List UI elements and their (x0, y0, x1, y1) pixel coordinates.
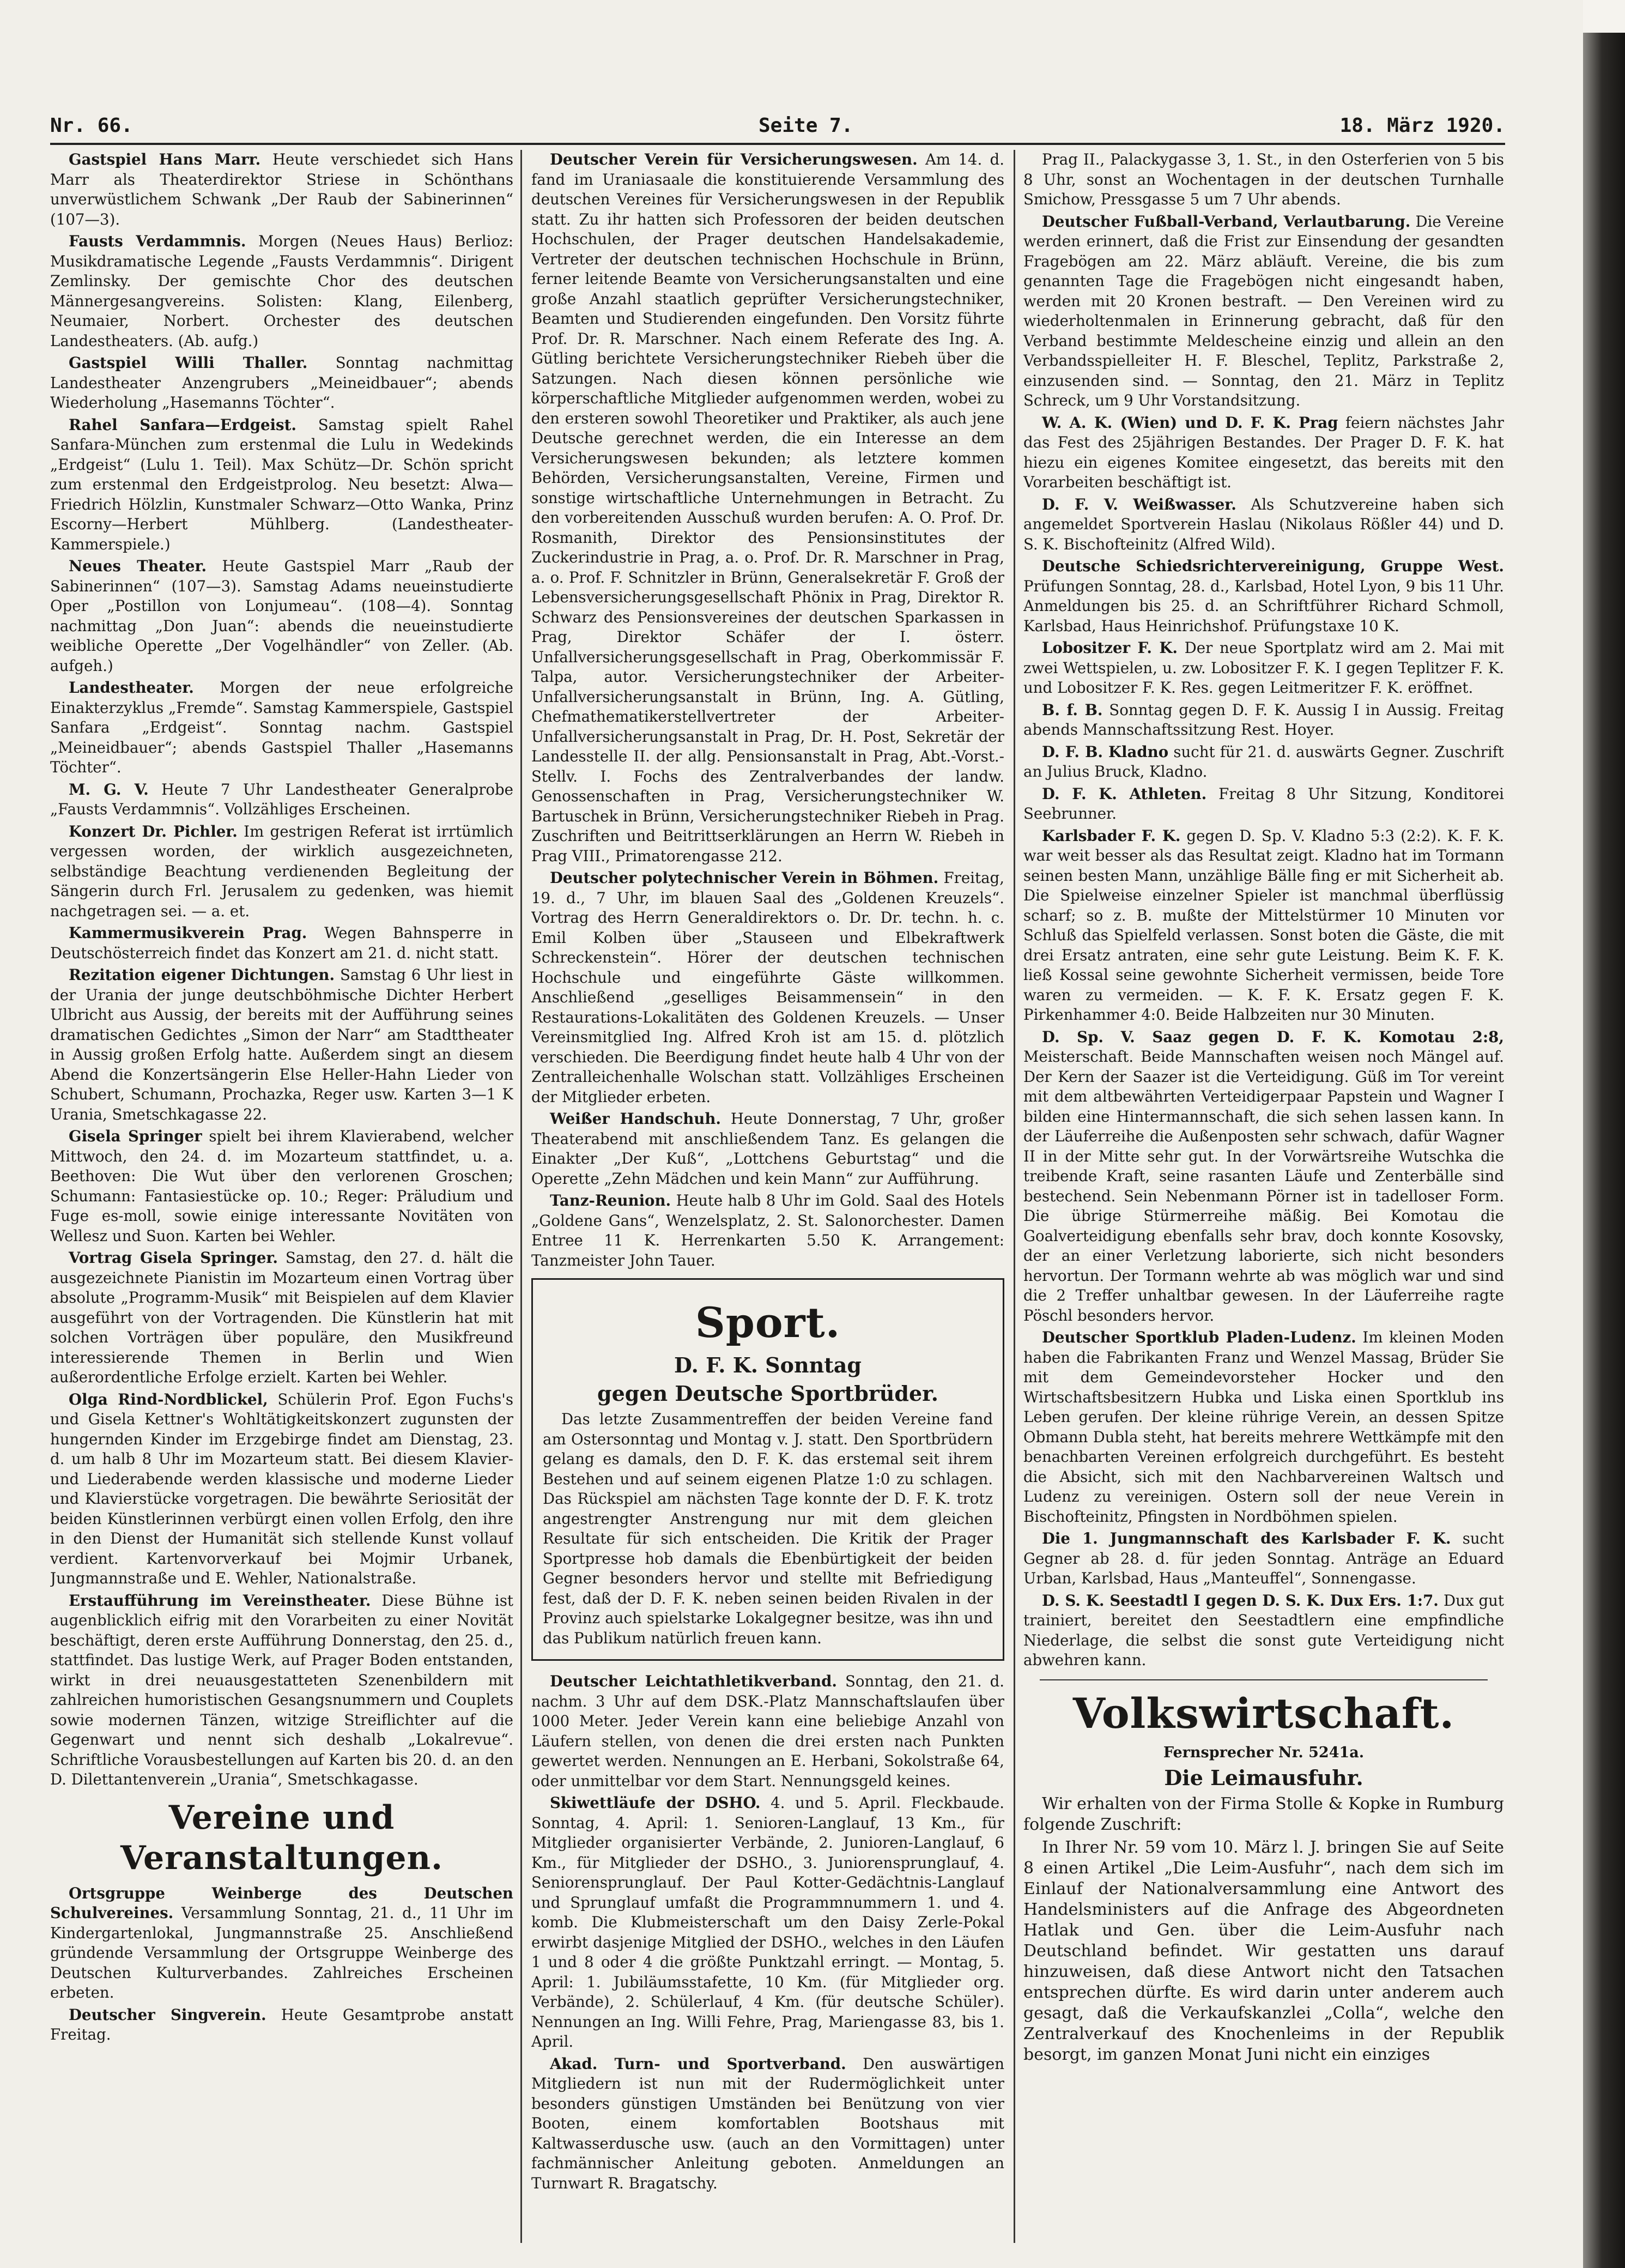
article-lead: Gisela Springer (69, 1127, 202, 1145)
article-text: Prüfungen Sonntag, 28. d., Karlsbad, Hotel Lyon, 9 bis 11 Uhr. Anmeldungen bis 25. d. an Schriftführer Richard Schmoll, Karlsbad, Haus Heinrichshof. Prüfungstaxe 10 K. (1023, 577, 1504, 635)
article-text: Heute Gastspiel Marr „Raub der Sabinerinnen“ (107—3). Samstag Adams neueinstudierte Oper „Postillon von Lonjumeau“. (108—4). Sonntag nachmittag „Don Juan“: abends die neueinstudierte weibliche Operette „Der Vogelhändler“ von Zeller. (Ab. aufgeh.) (50, 557, 513, 675)
article-lead: D. Sp. V. Saaz gegen D. F. K. Komotau 2:8, (1042, 1027, 1504, 1046)
article-lead: Deutscher Singverein. (69, 2005, 266, 2024)
article-paragraph (50, 1390, 513, 1589)
article-text: Am 14. d. fand im Uraniasaale die konstituierende Versammlung des deutschen Vereines für Versicherungswesen in der Republik statt. Zu ihr hatten sich Professoren der beiden deutschen Hochschulen, der Prager deutschen Handelsakademie, Vertreter der deutschen technischen Hochschule in Brünn, ferner leitende Beamte von Versicherungsanstalten und eine große Anzahl staatlich geprüfter Versicherungstechniker, Beamten und Studierenden eingefunden. Den Vorsitz führte Prof. Dr. R. Marschner. Nach einem Referate des Ing. A. Gütling berichtete Versicherungstechniker Riebeh über die Satzungen. Nach diesen können persönliche wie körperschaftliche Mitglieder aufgenommen werden, wobei zu den ersteren sowohl Theoretiker und Praktiker, als auch jene Deutsche gerechnet werden, die ein Interesse an dem Versicherungswesen bekunden; als letztere kommen Behörden, Versicherungsanstalten, Vereine, Firmen und sonstige wirtschaftliche Unternehmungen in Betracht. Zu den vorbereitenden Ausschuß wurden berufen: A. O. Prof. Dr. Rosmanith, Direktor des Pensionsinstitutes der Zuckerindustrie in Prag, a. o. Prof. Dr. R. Marschner in Prag, a. o. Prof. F. Schnitzler in Brünn, Generalsekretär F. Groß der Lebensversicherungsgesellschaft Phönix in Prag, Direktor R. Schwarz des Pensionsvereines der deutschen Sparkassen in Prag, Direktor Schäfer der I. österr. Unfallversicherungsgesellschaft in Prag, Oberkommissär F. Talpa, autor. Versicherungstechniker der Arbeiter-Unfallversicherungsanstalt in Brünn, Ing. A. Gütling, Chefmathematikerstellvertreter der Arbeiter-Unfallversicherungsanstalt in Prag, Dr. H. Post, Sekretär der Landesstelle II. der allg. Pensionsanstalt in Prag, Abt.-Vorst.-Stellv. I. Fochs des Zentralverbandes der landw. Genossenschaften in Prag, Versicherungstechniker W. Bartuschek in Brünn, Versicherungstechniker Riebeh in Prag. Zuschriften und Beitrittserklärungen an Herrn W. Riebeh in Prag VIII., Primatorengasse 212. (531, 150, 1004, 865)
article-lead: Deutsche Schiedsrichtervereinigung, Gruppe West. (1042, 557, 1504, 575)
section-heading: Volkswirtschaft. (1072, 1689, 1455, 1738)
article-paragraph (1023, 1328, 1504, 1527)
article-paragraph (1023, 413, 1504, 493)
header-rule (50, 143, 1505, 145)
article-text: Schülerin Prof. Egon Fuchs's und Gisela Kettner's Wohltätigkeitskonzert zugunsten der hungernden Kinder im Erzgebirge findet am Dienstag, 23. d. um halb 8 Uhr im Mozarteum statt. Bei diesem Klavier- und Liederabende werden klassische und moderne Lieder und Klavierstücke vorgetragen. Die bewährte Seriosität der beiden Künstlerinnen verbürgt einen vollen Erfolg, den ihre in den Dienst der Humanität sich stellende Kunst vollauf verdient. Kartenvorverkauf bei Mojmir Urbanek, Jungmannstraße und E. Wehler, Nationalstraße. (50, 1390, 513, 1587)
sport-section-box (531, 1278, 1004, 1661)
issue-number: Nr. 66. (50, 114, 133, 137)
article-lead: Weißer Handschuh. (550, 1110, 721, 1128)
article-text: Samstag 6 Uhr liest in der Urania der junge deutschböhmische Dichter Herbert Ulbricht aus Aussig, der bereits mit der Aufführung seines dramatischen Gedichtes „Simon der Narr“ am Stadttheater in Aussig großen Erfolg hatte. Außerdem singt an diesem Abend die Konzertsängerin Else Heller-Hahn Lieder von Schubert, Schumann, Prochazka, Reger usw. Karten 3—1 K Urania, Smetschkagasse 22. (50, 966, 513, 1123)
article-lead: Kammermusikverein Prag. (69, 924, 307, 942)
article-lead: Akad. Turn- und Sportverband. (550, 2054, 846, 2073)
article-paragraph (1023, 557, 1504, 636)
article-paragraph (1023, 495, 1504, 555)
article-paragraph (50, 150, 513, 229)
article-paragraph (50, 353, 513, 413)
article-text: Diese Bühne ist augenblicklich eifrig mit den Vorarbeiten zu einer Novität beschäftigt, deren erste Aufführung Donnerstag, den 25. d., stattfindet. Das lustige Werk, auf Prager Boden entstanden, wirkt in drei neuausgestatteten Szenenbildern mit zahlreichen humoristischen Gesangsnummern und Couplets sowie modernen Tänzen, witzige Streiflichter auf die Gegenwart und nennt sich deshalb „Lokalrevue“. Schriftliche Vorausbestellungen auf Karten bis 20. d. an den D. Dilettantenverein „Urania“, Smetschkagasse. (50, 1591, 513, 1788)
article-paragraph (531, 1109, 1004, 1189)
article-text: Als Schutzvereine haben sich angemeldet Sportverein Haslau (Nikolaus Rößler 44) und D. S. K. Bischofteinitz (Alfred Wild). (1023, 495, 1504, 553)
article-paragraph (50, 557, 513, 676)
article-paragraph (50, 232, 513, 351)
article-text: Im gestrigen Referat ist irrtümlich vergessen worden, der wirklich ausgezeichneten, selbständige Beachtung verdienenden Begleitung der Sängerin durch Frl. Jerusalem zu gedenken, was hiemit nachgetragen sei. — a. et. (50, 822, 513, 920)
article-lead: Deutscher Leichtathletikverband. (550, 1672, 837, 1690)
article-text: Den auswärtigen Mitgliedern ist nun mit der Rudermöglichkeit unter besonders günstigen Umständen bei Benützung von vier Booten, einem komfortablen Bootshaus mit Kaltwasserdusche usw. (auch an den Vormittagen) unter fachmännischer Anleitung geboten. Anmeldungen an Turnwart R. Bragatschy. (531, 2054, 1004, 2192)
article-paragraph (1023, 742, 1504, 782)
article-paragraph (50, 415, 513, 555)
article-text: Versammlung Sonntag, 21. d., 11 Uhr im Kindergartenlokal, Jungmannstraße 25. Anschließend gründende Versammlung der Ortsgruppe Weinberge des Deutschen Kulturverbandes. Zahlreiches Erscheinen erbeten. (50, 1904, 513, 2001)
article-text: sucht für 21. d. auswärts Gegner. Zuschrift an Julius Bruck, Kladno. (1023, 742, 1504, 781)
article-text: spielt bei ihrem Klavierabend, welcher Mittwoch, den 24. d. im Mozarteum stattfindet, u. a. Beethoven: Die Wut über den verlorenen Groschen; Schumann: Fantasiestücke op. 10.; Reger: Präludium und Fuge es-moll, sowie einige interessante Novitäten von Wellesz und Suon. Karten bei Wehler. (50, 1127, 513, 1245)
column-divider (1014, 150, 1015, 2243)
article-lead: Olga Rind-Nordblickel, (69, 1390, 268, 1408)
article-lead: M. G. V. (69, 780, 149, 799)
article-text: Samstag spielt Rahel Sanfara-München zum erstenmal die Lulu in Wedekinds „Erdgeist“ (Lulu 1. Teil). Max Schütz—Dr. Schön spricht zum erstenmal den Erdgeistprolog. Neu besetzt: Alwa—Friedrich Hölzlin, Kunstmaler Schwarz—Otto Wanka, Prinz Escorny—Herbert Mühlberg. (Landestheater-Kammerspiele.) (50, 415, 513, 553)
column-1 (50, 150, 513, 2248)
article-paragraph (1023, 1027, 1504, 1326)
article-paragraph (531, 1793, 1004, 2052)
article-paragraph (531, 150, 1004, 866)
article-text: Wegen Bahnsperre in Deutschösterreich findet das Konzert am 21. d. nicht statt. (50, 924, 513, 962)
article-lead: Rahel Sanfara—Erdgeist. (69, 415, 296, 434)
article-paragraph (1023, 1794, 1504, 1835)
article-paragraph (50, 1248, 513, 1388)
article-headline: gegen Deutsche Sportbrüder. (597, 1381, 938, 1406)
article-lead: Neues Theater. (69, 557, 207, 575)
article-paragraph (531, 1672, 1004, 1791)
article-paragraph (1023, 700, 1504, 740)
article-text: Freitag, 19. d., 7 Uhr, im blauen Saal des „Goldenen Kreuzels“. Vortrag des Herrn Generaldirektors o. Dr. Dr. techn. h. c. Emil Kolben über „Stauseen und Elbekraftwerk Schreckenstein“. Hörer der deutschen technischen Hochschule und eingeführte Gäste willkommen. Anschließend „geselliges Beisammensein“ in den Restaurations-Lokalitäten des Goldenen Kreuzels. — Unser Vereinsmitglied Ing. Alfred Kroh ist am 15. d. plötzlich verschieden. Die Beerdigung findet heute halb 4 Uhr von der Zentralleichenhalle Wolschan statt. Vollzähliges Erscheinen der Mitglieder erbeten. (531, 869, 1004, 1106)
article-paragraph (1023, 826, 1504, 1025)
article-lead: D. F. B. Kladno (1042, 742, 1169, 761)
article-paragraph (50, 923, 513, 963)
article-text: Der neue Sportplatz wird am 2. Mai mit zwei Wettspielen, u. zw. Lobositzer F. K. I gegen Teplitzer F. K. und Lobositzer F. K. Res. gegen Leitmeritzer F. K. eröffnet. (1023, 639, 1504, 697)
article-paragraph (531, 2054, 1004, 2194)
article-lead: Gastspiel Willi Thaller. (69, 354, 308, 372)
article-headline: D. F. K. Sonntag (674, 1353, 862, 1377)
section-heading: Sport. (695, 1298, 841, 1347)
article-paragraph (50, 1127, 513, 1246)
article-lead: W. A. K. (Wien) und D. F. K. Prag (1042, 413, 1338, 432)
scan-edge-shadow (1583, 0, 1625, 2268)
article-paragraph (50, 822, 513, 922)
article-lead: Skiwettläufe der DSHO. (550, 1794, 761, 1812)
article-paragraph (1023, 1591, 1504, 1671)
telephone-line: Fernsprecher Nr. 5241a. (1163, 1744, 1365, 1761)
article-lead: Deutscher Sportklub Pladen-Ludenz. (1042, 1328, 1356, 1346)
article-text: Die Vereine werden erinnert, daß die Frist zur Einsendung der gesandten Fragebögen am 22. März abläuft. Vereine, die bis zum genannten Tage die Fragebögen nicht eingesandt haben, werden mit 20 Kronen bestraft. — Den Vereinen wird zu wiederholtenmalen in Erinnerung gebracht, daß für den Verband bestimmte Meldescheine einzig und allein an den Verbandsspielleiter H. F. Bleschel, Teplitz, Parkstraße 2, einzusenden sind. — Sonntag, den 21. März in Teplitz Schreck, um 9 Uhr Vorstandsitzung. (1023, 212, 1504, 409)
article-paragraph (50, 1884, 513, 2003)
article-lead: Landestheater. (69, 679, 194, 697)
article-text: Das letzte Zusammentreffen der beiden Vereine fand am Ostersonntag und Montag v. J. statt. Den Sportbrüdern gelang es damals, den D. F. K. das erstemal seit ihrem Bestehen und auf seinem eigenen Platze 1:0 zu schlagen. Das Rückspiel am nächsten Tage konnte der D. F. K. trotz angestrengter Anstrengung nur mit dem gleichen Resultate für sich entscheiden. Die Kritik der Prager Sportpresse hob damals die Ebenbürtigkeit der beiden Gegner besonders hervor und stellte mit Befriedigung fest, daß der D. F. K. neben seinen beiden Rivalen in der Provinz auch spielstarke Lokalgegner besitze, was ihn und das Publikum natürlich freuen kann. (543, 1410, 993, 1647)
article-text: Sonntag gegen D. F. K. Aussig I in Aussig. Freitag abends Mannschaftssitzung Rest. Hoyer. (1023, 700, 1504, 739)
article-lead: Die 1. Jungmannschaft des Karlsbader F. K. (1042, 1529, 1451, 1547)
article-paragraph (1023, 212, 1504, 411)
article-paragraph (50, 1591, 513, 1790)
article-lead: Rezitation eigener Dichtungen. (69, 966, 335, 984)
article-lead: Gastspiel Hans Marr. (69, 150, 261, 168)
page-header (50, 108, 1505, 146)
article-text: Meisterschaft. Beide Mannschaften weisen noch Mängel auf. Der Kern der Saazer ist die Verteidigung. Güß im Tor vereint mit dem altbewährten Verteidigerpaar Papstein und Wagner I bilden eine Hintermannschaft, die sich sehen lassen kann. In der Läuferreihe die Außenposten sehr schwach, dafür Wagner II in der Mitte sehr gut. In der Vorwärtsreihe Wutschka die treibende Kraft, seine rasanten Läufe und Zenterbälle sind bestechend. Sein Nebenmann Pörner ist in tadelloser Form. Die übrige Stürmerreihe mäßig. Bei Komotau die Goalverteidigung ebenfalls sehr brav, doch konnte Kosovsky, der an einer Verletzung laborierte, sich nicht besonders hervortun. Der Tormann wehrte ab was möglich war und sind die 2 Treffer unhaltbar gewesen. In der Läuferreihe ragte Pöschl besonders hervor. (1023, 1048, 1504, 1324)
article-lead: Ortsgruppe Weinberge des Deutschen Schulvereines. (50, 1884, 513, 1922)
article-text: Morgen der neue erfolgreiche Einakterzyklus „Fremde“. Samstag Kammerspiele, Gastspiel Sanfara „Erdgeist“. Sonntag nachm. Gastspiel „Meineidbauer“; abends Gastspiel Thaller „Hasemanns Töchter“. (50, 679, 513, 776)
article-paragraph (1023, 638, 1504, 698)
article-text: Dux gut trainiert, bereitet den Seestadtlern eine empfindliche Niederlage, die selbst die sonst gute Verteidigung nicht abwehren kann. (1023, 1591, 1504, 1669)
article-lead: D. S. K. Seestadtl I gegen D. S. K. Dux Ers. 1:7. (1042, 1591, 1439, 1610)
article-lead: Deutscher Fußball-Verband, Verlautbarung. (1042, 212, 1411, 231)
article-paragraph (531, 1191, 1004, 1271)
column-3 (1023, 150, 1504, 2248)
article-lead: D. F. K. Athleten. (1042, 784, 1207, 803)
article-paragraph (1023, 784, 1504, 824)
article-text: Heute halb 8 Uhr im Gold. Saal des Hotels „Goldene Gans“, Wenzelsplatz, 2. St. Salonorchester. Damen Entree 11 K. Herrenkarten 5.50 K. Arrangement: Tanzmeister John Tauer. (531, 1192, 1004, 1269)
article-paragraph (543, 1410, 993, 1648)
article-text: sucht Gegner ab 28. d. für jeden Sonntag. Anträge an Eduard Urban, Karlsbad, Haus „Manteuffel“, Sonnengasse. (1023, 1529, 1504, 1587)
article-paragraph (50, 780, 513, 820)
article-lead: D. F. V. Weißwasser. (1042, 495, 1236, 513)
article-text: In Ihrer Nr. 59 vom 10. März l. J. bringen Sie auf Seite 8 einen Artikel „Die Leim-Ausfuhr“, nach dem sich im Einlauf der Nationalversammlung eine Antwort des Handelsministers auf die Anfrage des Abgeordneten Hatlak und Gen. über die Leim-Ausfuhr nach Deutschland befindet. Wir gestatten uns darauf hinzuweisen, daß diese Antwort nicht den Tatsachen entsprechen dürfte. Es wird darin unter anderem auch gesagt, daß die Verkaufskanzlei „Colla“, welche den Zentralverkauf des Knochenleims in der Republik besorgt, im ganzen Monat Juni nicht ein einziges (1023, 1837, 1504, 2064)
page-number: Seite 7. (759, 114, 853, 137)
article-text: Sonntag, den 21. d. nachm. 3 Uhr auf dem DSK.-Platz Mannschaftslaufen über 1000 Meter. Jeder Verein kann eine beliebige Anzahl von Läufern stellen, von denen die drei ersten nach Punkten gewertet werden. Nennungen an E. Herbani, Sokolstraße 64, oder unmittelbar vor dem Start. Nennungsgeld keines. (531, 1672, 1004, 1790)
article-paragraph (50, 965, 513, 1124)
article-lead: Lobositzer F. K. (1042, 639, 1178, 657)
column-divider (520, 150, 522, 2243)
separator-rule (1040, 1679, 1488, 1680)
article-headline: Die Leimausfuhr. (1164, 1765, 1363, 1790)
article-text: Prag II., Palackygasse 3, 1. St., in den Osterferien von 5 bis 8 Uhr, sonst an Wochentagen in der deutschen Turnhalle Smichow, Pressgasse 5 um 7 Uhr abends. (1023, 150, 1504, 208)
article-paragraph (1023, 150, 1504, 210)
article-lead: Tanz-Reunion. (550, 1192, 671, 1209)
article-paragraph (50, 2005, 513, 2045)
article-paragraph (50, 678, 513, 778)
article-text: Freitag 8 Uhr Sitzung, Konditorei Seebrunner. (1023, 784, 1504, 822)
article-text: Wir erhalten von der Firma Stolle & Kopke in Rumburg folgende Zuschrift: (1023, 1794, 1504, 1834)
article-lead: B. f. B. (1042, 700, 1103, 719)
article-paragraph (1023, 1837, 1504, 2065)
article-lead: Karlsbader F. K. (1042, 826, 1181, 845)
section-heading: Vereine und Veranstaltungen. (120, 1798, 444, 1877)
article-text: Sonntag nachmittag Landestheater Anzengrubers „Meineidbauer“; abends Wiederholung „Hasemanns Töchter“. (50, 354, 513, 412)
article-text: Heute Donnerstag, 7 Uhr, großer Theaterabend mit anschließendem Tanz. Es gelangen die Einakter „Der Kuß“, „Lottchens Geburtstag“ und die Operette „Zehn Mädchen und kein Mann“ zur Aufführung. (531, 1110, 1004, 1188)
article-lead: Fausts Verdammnis. (69, 232, 246, 250)
article-text: 4. und 5. April. Fleckbaude. Sonntag, 4. April: 1. Senioren-Langlauf, 13 Km., für Mitglieder organisierter Verbände, 2. Junioren-Langlauf, 6 Km., für Mitglieder der DSHO., 3. Juniorensprunglauf, 4. Seniorensprunglauf. Der Paul Kotter-Gedächtnis-Langlauf und Sprunglauf umfaßt die Programmnummern 1. und 4. komb. Die Klubmeisterschaft um den Daisy Zerle-Pokal erwirbt dasjenige Mitglied der DSHO., welches in den Läufen 1 und 8 oder 4 die größte Punktzahl erringt. — Montag, 5. April: 1. Jubiläumsstafette, 10 Km. (für Mitglieder org. Verbände), 2. Schülerlauf, 4 Km. (für deutsche Schüler). Nennungen an Ing. Willi Fehre, Prag, Mariengasse 83, bis 1. April. (531, 1794, 1004, 2051)
article-text: gegen D. Sp. V. Kladno 5:3 (2:2). K. F. K. war weit besser als das Resultat zeigt. Kladno hat im Tormann seinen besten Mann, unzählige Bälle fing er mit Sicherheit ab. Die Spielweise einzelner Spieler ist manchmal überflüssig scharf; so z. B. mußte der Mittelstürmer 10 Minuten vor Schluß das Spielfeld verlassen. Sonst boten die Gäste, die mit drei Ersatz antraten, eine sehr gute Leistung. Beim K. F. K. ließ Kossal seine gewohnte Sicherheit vermissen, beide Tore waren zu vermeiden. — K. F. K. Ersatz gegen F. K. Pirkenhammer 4:0. Beide Halbzeiten nur 30 Minuten. (1023, 826, 1504, 1024)
scan-edge-top (1583, 0, 1625, 33)
article-text: Morgen (Neues Haus) Berlioz: Musikdramatische Legende „Fausts Verdammnis“. Dirigent Zemlinsky. Der gemischte Chor des deutschen Männergesangvereins. Solisten: Klang, Eilenberg, Neumaier, Norbert. Orchester des deutschen Landestheaters. (Ab. aufg.) (50, 232, 513, 350)
article-lead: Deutscher polytechnischer Verein in Böhmen. (550, 869, 939, 887)
article-text: Heute 7 Uhr Landestheater Generalprobe „Fausts Verdammnis“. Vollzähliges Erscheinen. (50, 780, 513, 818)
article-text: Heute Gesamtprobe anstatt Freitag. (50, 2005, 513, 2043)
article-paragraph (531, 868, 1004, 1107)
article-lead: Konzert Dr. Pichler. (69, 822, 238, 840)
article-lead: Vortrag Gisela Springer. (69, 1249, 278, 1267)
article-paragraph (1023, 1529, 1504, 1589)
article-text: Samstag, den 27. d. hält die ausgezeichnete Pianistin im Mozarteum einen Vortrag über absolute „Programm-Musik“ mit Beispielen auf dem Klavier ausgeführt von der Vortragenden. Die Künstlerin hat mit solchen Vorträgen über populäre, den Musikfreund interessierende Themen in Berlin und Wien außerordentliche Erfolge erzielt. Karten bei Wehler. (50, 1249, 513, 1386)
column-2 (531, 150, 1004, 2248)
article-lead: Erstaufführung im Vereinstheater. (69, 1591, 371, 1610)
article-text: Im kleinen Moden haben die Fabrikanten Franz und Wenzel Massag, Brüder Sie mit dem Gemeindevorsteher Hocker und den Wirtschaftsbesitzern Hubka und Liska einen Sportklub ins Leben gerufen. Der kleine rührige Verein, an dessen Spitze Obmann Dubla steht, hat bereits mehrere Wettkämpfe mit den benachbarten Vereinen erfolgreich durchgeführt. Es besteht die Absicht, sich mit den Nachbarvereinen Waltsch und Ludenz zu vereinigen. Ostern soll der neue Verein in Bischofteinitz, Pfingsten in Nordböhmen spielen. (1023, 1328, 1504, 1526)
article-text: Heute verschiedet sich Hans Marr als Theaterdirektor Striese in Schönthans unverwüstlichem Schwank „Der Raub der Sabinerinnen“ (107—3). (50, 150, 513, 228)
article-lead: Deutscher Verein für Versicherungswesen. (550, 150, 918, 168)
article-text: feiern nächstes Jahr das Fest des 25jährigen Bestandes. Der Prager D. F. K. hat hiezu ein eigenes Komitee eingesetzt, das bereits mit den Vorarbeiten beschäftigt ist. (1023, 413, 1504, 491)
issue-date: 18. März 1920. (1339, 114, 1505, 137)
